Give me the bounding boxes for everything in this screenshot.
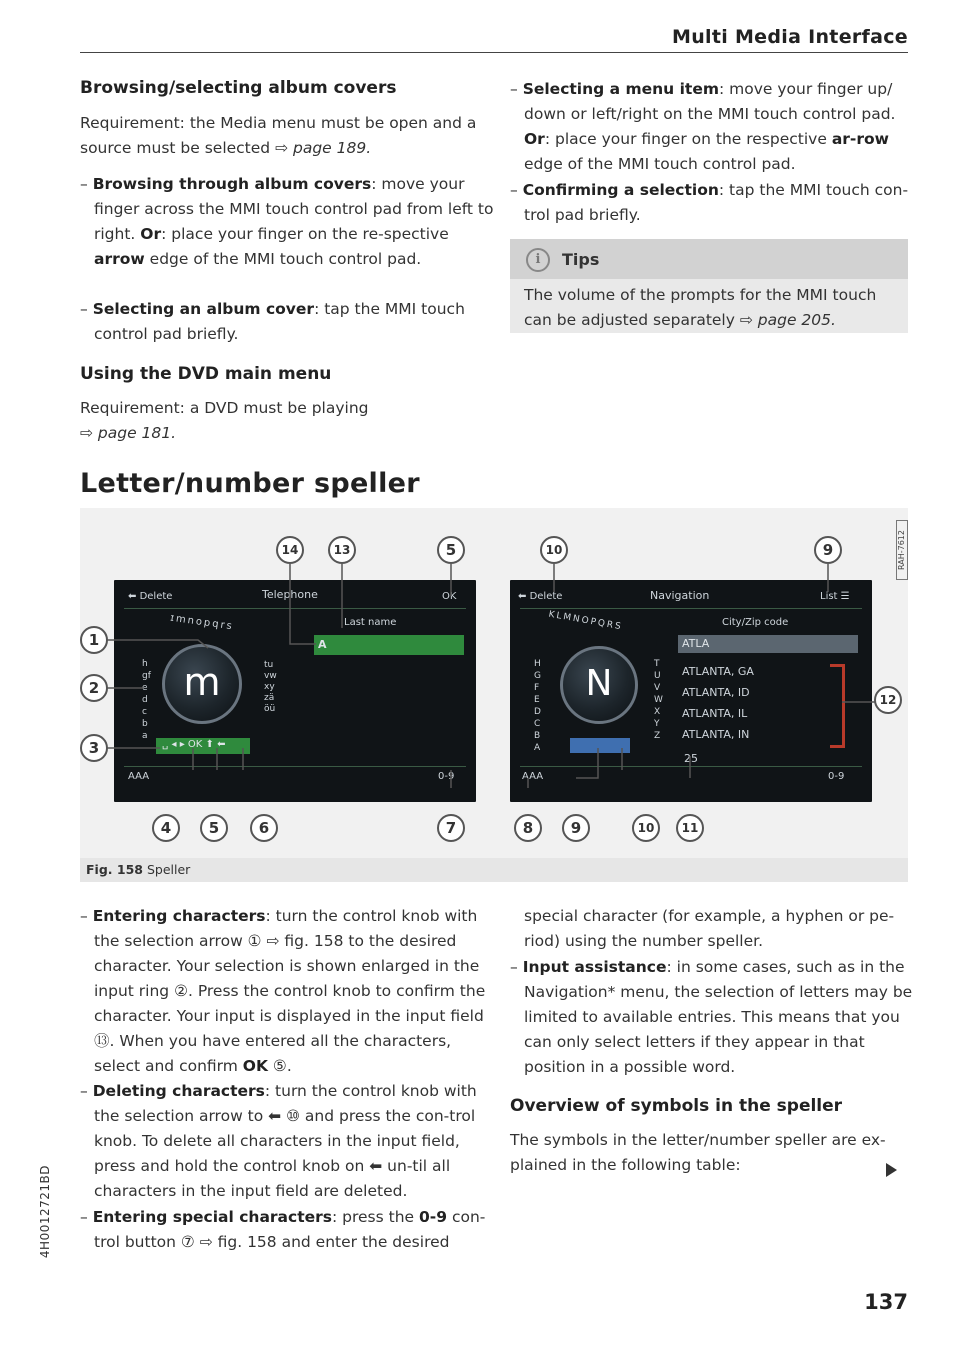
bullet-text: : tap the MMI touch control pad briefly. (94, 300, 465, 343)
bullet-confirm: – Confirming a selection: tap the MMI touch con-trol pad briefly. (510, 181, 909, 224)
bullet-text: : press the (331, 1208, 415, 1226)
section-title: Letter/number speller (80, 468, 420, 499)
callout-12: 12 (874, 686, 902, 714)
callout-10-top: 10 (540, 536, 568, 564)
input-ring-knob[interactable]: N (560, 646, 638, 724)
bullet-text: : move your finger across the MMI touch control pad from left to right. (94, 175, 494, 243)
bullet-browsing: – Browsing through album covers: move your finger across the MMI touch control pad from left to right. Or: place your finger on the re-spective arrow edge of the MMI touch control pad. (80, 175, 494, 268)
delete-label: Delete (529, 591, 563, 602)
number-button-label: 0-9 (419, 1208, 448, 1226)
requirement-media (80, 111, 480, 161)
screen-title: Navigation (650, 589, 710, 602)
aaa-button[interactable]: AAA (522, 771, 544, 782)
tips-body: The volume of the prompts for the MMI touch can be adjusted separately (524, 286, 877, 329)
arrow-label: ar-row (831, 130, 889, 148)
list-button[interactable]: List ☰ (820, 591, 850, 602)
tips-header (510, 239, 908, 279)
bullet-text: : place your finger on the respective (544, 130, 827, 148)
page-number: 137 (864, 1290, 908, 1314)
result-count: 25 (684, 752, 698, 765)
bullet-selecting-cover: – Selecting an album cover: tap the MMI touch control pad briefly. (80, 300, 465, 343)
bullet-special-characters: – Entering special characters: press the 0-9 con-trol button ⑦ ⇨ fig. 158 and enter the desired (80, 1208, 486, 1251)
bullet-text: ⑤. (272, 1057, 292, 1075)
header-rule (80, 52, 908, 53)
callout-14: 14 (276, 536, 304, 564)
callout-4: 4 (152, 814, 180, 842)
bullet-text: : turn the control knob with the selection arrow to ⬅ ⑩ and press the con-trol knob. To delete all characters in the input field, press and hold the control knob on ⬅ un-til all characters in the input field are deleted. (94, 1082, 477, 1200)
list-label: List (820, 591, 838, 602)
ok-label: OK (242, 1057, 268, 1075)
symbols-intro: The symbols in the letter/number speller are ex-plained in the following table: (510, 1131, 886, 1174)
requirement-text: Requirement: a DVD must be playing (80, 399, 369, 417)
heading-symbols-overview: Overview of symbols in the speller (510, 1096, 843, 1116)
callout-11: 11 (676, 814, 704, 842)
result-item[interactable]: ATLANTA, IL (682, 707, 748, 720)
bullet-label: Input assistance (522, 958, 667, 976)
requirement-dvd (80, 396, 480, 446)
bullet-input-assistance: – Input assistance: in some cases, such as in the Navigation* menu, the selection of letters may be limited to available entries. This means that you can only select letters if they appear in that position in a possible word. (510, 958, 913, 1076)
bullet-menu-item: – Selecting a menu item: move your finger up/ down or left/right on the MMI touch control pad. Or: place your finger on the respective ar-row edge of the MMI touch control pad. (510, 80, 896, 173)
bullet-label: Confirming a selection (522, 181, 719, 199)
header-title: Multi Media Interface (672, 26, 908, 48)
function-bar-symbols: ␣ ◂ ▸ OK ⬆ ⬅ (162, 739, 226, 750)
callout-3: 3 (80, 734, 108, 762)
figure-caption (80, 858, 908, 882)
callout-2: 2 (80, 674, 108, 702)
figure-speller (80, 508, 908, 858)
delete-button[interactable]: ⬅ Delete (518, 591, 563, 602)
ok-button[interactable]: OK (442, 591, 457, 602)
callout-5: 5 (200, 814, 228, 842)
info-icon: i (526, 248, 550, 272)
bullet-label: Selecting an album cover (92, 300, 315, 318)
page-ref-link[interactable]: ⇨ page 189. (275, 139, 372, 157)
callout-1: 1 (80, 626, 108, 654)
letter-ring-left: HGFEDCBA (534, 659, 541, 753)
bullet-label: Selecting a menu item (522, 80, 719, 98)
input-value: ATLA (682, 637, 710, 650)
bullet-text: : turn the control knob with the selection arrow ① ⇨ fig. 158 to the desired character. Your selection is shown enlarged in the input ring ②. Press the control knob to confirm the character. Your input is displayed in the input field ⑬. When you have entered all the characters, select and confirm (94, 907, 486, 1075)
bullet-label: Deleting characters (92, 1082, 265, 1100)
input-ring-knob[interactable]: m (162, 644, 242, 724)
tips-text (524, 283, 904, 333)
result-item[interactable]: ATLANTA, GA (682, 665, 754, 678)
letter-ring-top: KLMNOPQRS (547, 609, 624, 633)
figure-tag: RAH-7612 (896, 520, 908, 580)
letter-ring-right: tuvwxyzäöü (264, 660, 277, 714)
continued-text: special character (for example, a hyphen or pe-riod) using the number speller. (524, 907, 895, 950)
bullet-text: : move your finger up/ down or left/right on the MMI touch control pad. (524, 80, 896, 123)
tips-label: Tips (562, 250, 600, 269)
screen-title: Telephone (262, 588, 318, 601)
document-code: 4H0012721BD (38, 1165, 52, 1259)
callout-8: 8 (514, 814, 542, 842)
delete-button[interactable]: ⬅ Delete (128, 591, 173, 602)
callout-9: 9 (562, 814, 590, 842)
heading-dvd-menu: Using the DVD main menu (80, 364, 332, 384)
heading-album-covers: Browsing/selecting album covers (80, 78, 397, 98)
bullet-text: : tap the MMI touch con-trol pad briefly. (524, 181, 909, 224)
bullet-entering-characters: – Entering characters: turn the control knob with the selection arrow ① ⇨ fig. 158 to the desired character. Your selection is shown enlarged in the input ring ②. Press the control knob to confirm the character. Your input is displayed in the input field ⑬. When you have entered all the characters, select and confirm OK ⑤. (80, 907, 486, 1075)
bullet-label: Entering special characters (92, 1208, 332, 1226)
or-label: Or (524, 130, 545, 148)
callout-6: 6 (250, 814, 278, 842)
caption-number: Fig. 158 (86, 862, 143, 877)
number-button[interactable]: 0-9 (828, 771, 845, 782)
callout-13: 13 (328, 536, 356, 564)
tips-box (510, 239, 908, 333)
callout-leaders (80, 508, 908, 858)
bullet-label: Entering characters (92, 907, 266, 925)
bullet-label: Browsing through album covers (92, 175, 372, 193)
field-label: Last name (344, 617, 397, 628)
leader-9 (576, 748, 598, 778)
continue-arrow-icon (886, 1163, 897, 1177)
bullet-text: : in some cases, such as in the Navigation* menu, the selection of letters may be limited to available entries. This means that you can only select letters if they appear in that position in a possible word. (524, 958, 913, 1076)
leader-1 (104, 640, 208, 648)
bullet-text: edge of the MMI touch control pad. (149, 250, 422, 268)
requirement-text: Requirement: the Media menu must be open and a source must be selected (80, 114, 477, 157)
callout-9-top: 9 (814, 536, 842, 564)
delete-label: Delete (139, 591, 173, 602)
caption-text: Speller (146, 862, 191, 877)
or-label: Or (140, 225, 162, 243)
arrow-label: arrow (94, 250, 145, 268)
bullet-deleting-characters: – Deleting characters: turn the control knob with the selection arrow to ⬅ ⑩ and press the con-trol knob. To delete all characters in the input field, press and hold the control knob on ⬅ un-til all characters in the input field are deleted. (80, 1082, 477, 1200)
result-item[interactable]: ATLANTA, ID (682, 686, 750, 699)
number-button[interactable]: 0-9 (438, 771, 455, 782)
bullet-text: con-trol button ⑦ ⇨ fig. 158 and enter the desired (94, 1208, 486, 1251)
callout-5-top: 5 (437, 536, 465, 564)
callout-7: 7 (437, 814, 465, 842)
leader-14 (290, 564, 316, 644)
aaa-button[interactable]: AAA (128, 771, 150, 782)
page-ref-link[interactable]: ⇨ page 205. (739, 311, 836, 329)
bullet-text: : place your finger on the re-spective (161, 225, 449, 243)
letter-ring-left: hgfedcba (142, 659, 151, 741)
result-item[interactable]: ATLANTA, IN (682, 728, 750, 741)
field-label: City/Zip code (722, 617, 789, 628)
bullet-text: edge of the MMI touch control pad. (524, 155, 796, 173)
letter-ring-top: ɪmnopqrs (169, 612, 235, 633)
page-ref-link[interactable]: ⇨ page 181. (80, 424, 177, 442)
letter-ring-right: TUVWXYZ (654, 659, 663, 741)
callout-10: 10 (632, 814, 660, 842)
input-value: A (318, 638, 327, 651)
